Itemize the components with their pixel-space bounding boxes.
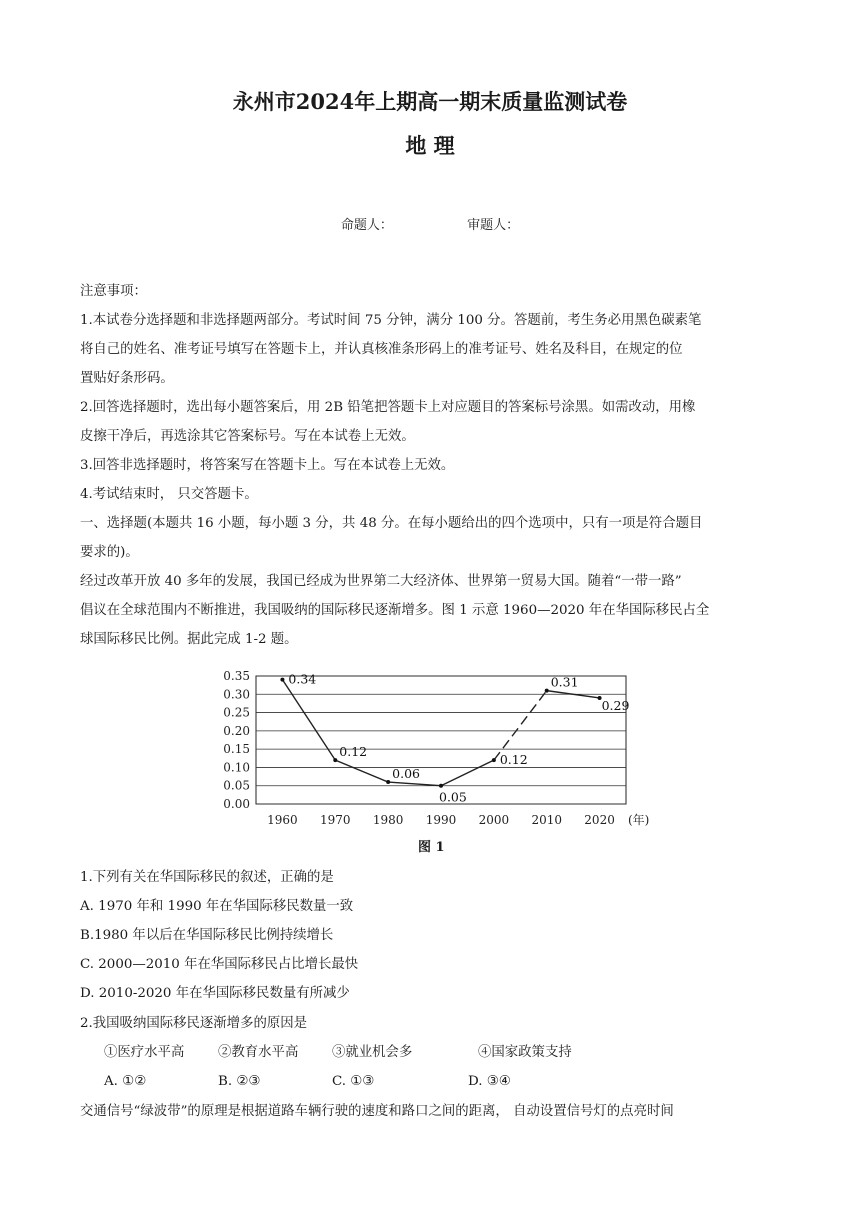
x-tick-label: 1970 [320, 813, 351, 827]
notice-line: 4.考试结束时， 只交答题卡。 [80, 487, 258, 502]
y-tick-label: 0.30 [223, 687, 250, 702]
author-line [0, 214, 860, 233]
q2-choice-b: B. ②③ [218, 1074, 261, 1089]
data-label: 0.31 [550, 674, 579, 690]
series-segment [388, 782, 441, 786]
y-tick-label: 0.25 [223, 705, 250, 720]
y-tick-label: 0.15 [223, 742, 250, 757]
series-segment [282, 680, 335, 760]
data-label: 0.34 [288, 671, 317, 687]
notice-line: 3.回答非选择题时，将答案写在答题卡上。写在本试卷上无效。 [80, 458, 455, 473]
y-tick-label: 0.00 [223, 797, 250, 811]
section-heading: 一、选择题(本题共 16 小题，每小题 3 分，共 48 分。在每小题给出的四个选项中，只有一项是符合题目 [80, 516, 703, 531]
q2-item: ①医疗水平高 [104, 1045, 185, 1060]
next-passage-line: 交通信号“绿波带”的原理是根据道路车辆行驶的速度和路口之间的距离， 自动设置信号灯的点亮时间 [80, 1104, 674, 1119]
q2-stem: 2.我国吸纳国际移民逐渐增多的原因是 [80, 1016, 308, 1031]
chart-svg [210, 666, 650, 836]
y-tick-label: 0.20 [223, 723, 250, 738]
notice-line: 置贴好条形码。 [80, 371, 174, 386]
data-label: 0.06 [392, 766, 420, 782]
x-tick-label: 2010 [531, 813, 562, 827]
data-point [492, 758, 496, 762]
data-label: 0.12 [339, 744, 368, 760]
x-tick-label: 2020 [584, 813, 615, 827]
q2-choice-a: A. ①② [104, 1074, 147, 1089]
q1-option-c: C. 2000—2010 年在华国际移民占比增长最快 [80, 957, 359, 972]
q1-stem: 1.下列有关在华国际移民的叙述，正确的是 [80, 870, 334, 885]
q2-item: ④国家政策支持 [478, 1045, 572, 1060]
data-point [545, 689, 549, 693]
notice-heading: 注意事项： [80, 284, 147, 299]
data-label: 0.29 [601, 697, 630, 713]
notice-line: 2.回答选择题时，选出每小题答案后，用 2B 铅笔把答题卡上对应题目的答案标号涂黑。如需改动，用橡 [80, 400, 696, 415]
intro-line: 倡议在全球范围内不断推进，我国吸纳的国际移民逐渐增多。图 1 示意 1960—2020 年在华国际移民占全 [80, 603, 710, 618]
reviewer-label: 审题人： [467, 218, 520, 233]
y-tick-label: 0.35 [223, 669, 250, 683]
data-label: 0.12 [499, 752, 528, 768]
x-tick-label: 2000 [478, 813, 510, 827]
q1-option-d: D. 2010-2020 年在华国际移民数量有所减少 [80, 986, 350, 1001]
subject-title: 地 理 [405, 133, 455, 158]
intro-line: 球国际移民比例。据此完成 1-2 题。 [80, 632, 298, 647]
notice-line: 将自己的姓名、准考证号填写在答题卡上，并认真核准条形码上的准考证号、姓名及科目，在规定的位 [80, 342, 683, 357]
data-point [333, 758, 337, 762]
exam-title: 永州市2024年上期高一期末质量监测试卷 [232, 89, 628, 114]
intro-line: 经过改革开放 40 多年的发展，我国已经成为世界第二大经济体、世界第一贸易大国。随着“一带一路” [80, 574, 682, 589]
x-tick-label: 1990 [425, 813, 457, 827]
data-point [280, 678, 284, 682]
data-point [386, 780, 390, 784]
q2-item: ②教育水平高 [218, 1045, 299, 1060]
q2-item: ③就业机会多 [332, 1045, 413, 1060]
q2-choice-d: D. ③④ [468, 1074, 511, 1089]
series-segment [494, 691, 547, 760]
q1-option-a: A. 1970 年和 1990 年在华国际移民数量一致 [80, 899, 354, 914]
notice-line: 1.本试卷分选择题和非选择题两部分。考试时间 75 分钟，满分 100 分。答题前，考生务必用黑色碳素笔 [80, 313, 702, 328]
series-segment [335, 760, 388, 782]
q2-choice-c: C. ①③ [332, 1074, 375, 1089]
section-heading-cont: 要求的)。 [80, 545, 139, 560]
data-point [439, 784, 443, 788]
x-unit-label: (年) [628, 813, 650, 827]
series-segment [441, 760, 494, 786]
y-tick-label: 0.10 [223, 760, 250, 775]
q1-option-b: B.1980 年以后在华国际移民比例持续增长 [80, 928, 334, 943]
x-tick-label: 1980 [372, 813, 404, 827]
notice-line: 皮擦干净后，再选涂其它答案标号。写在本试卷上无效。 [80, 429, 415, 444]
figure-caption: 图 1 [418, 840, 445, 855]
proposer-label: 命题人： [340, 218, 393, 233]
data-label: 0.05 [439, 789, 467, 805]
y-tick-label: 0.05 [223, 778, 250, 793]
x-tick-label: 1960 [267, 813, 298, 827]
migrant-ratio-chart [210, 666, 650, 856]
